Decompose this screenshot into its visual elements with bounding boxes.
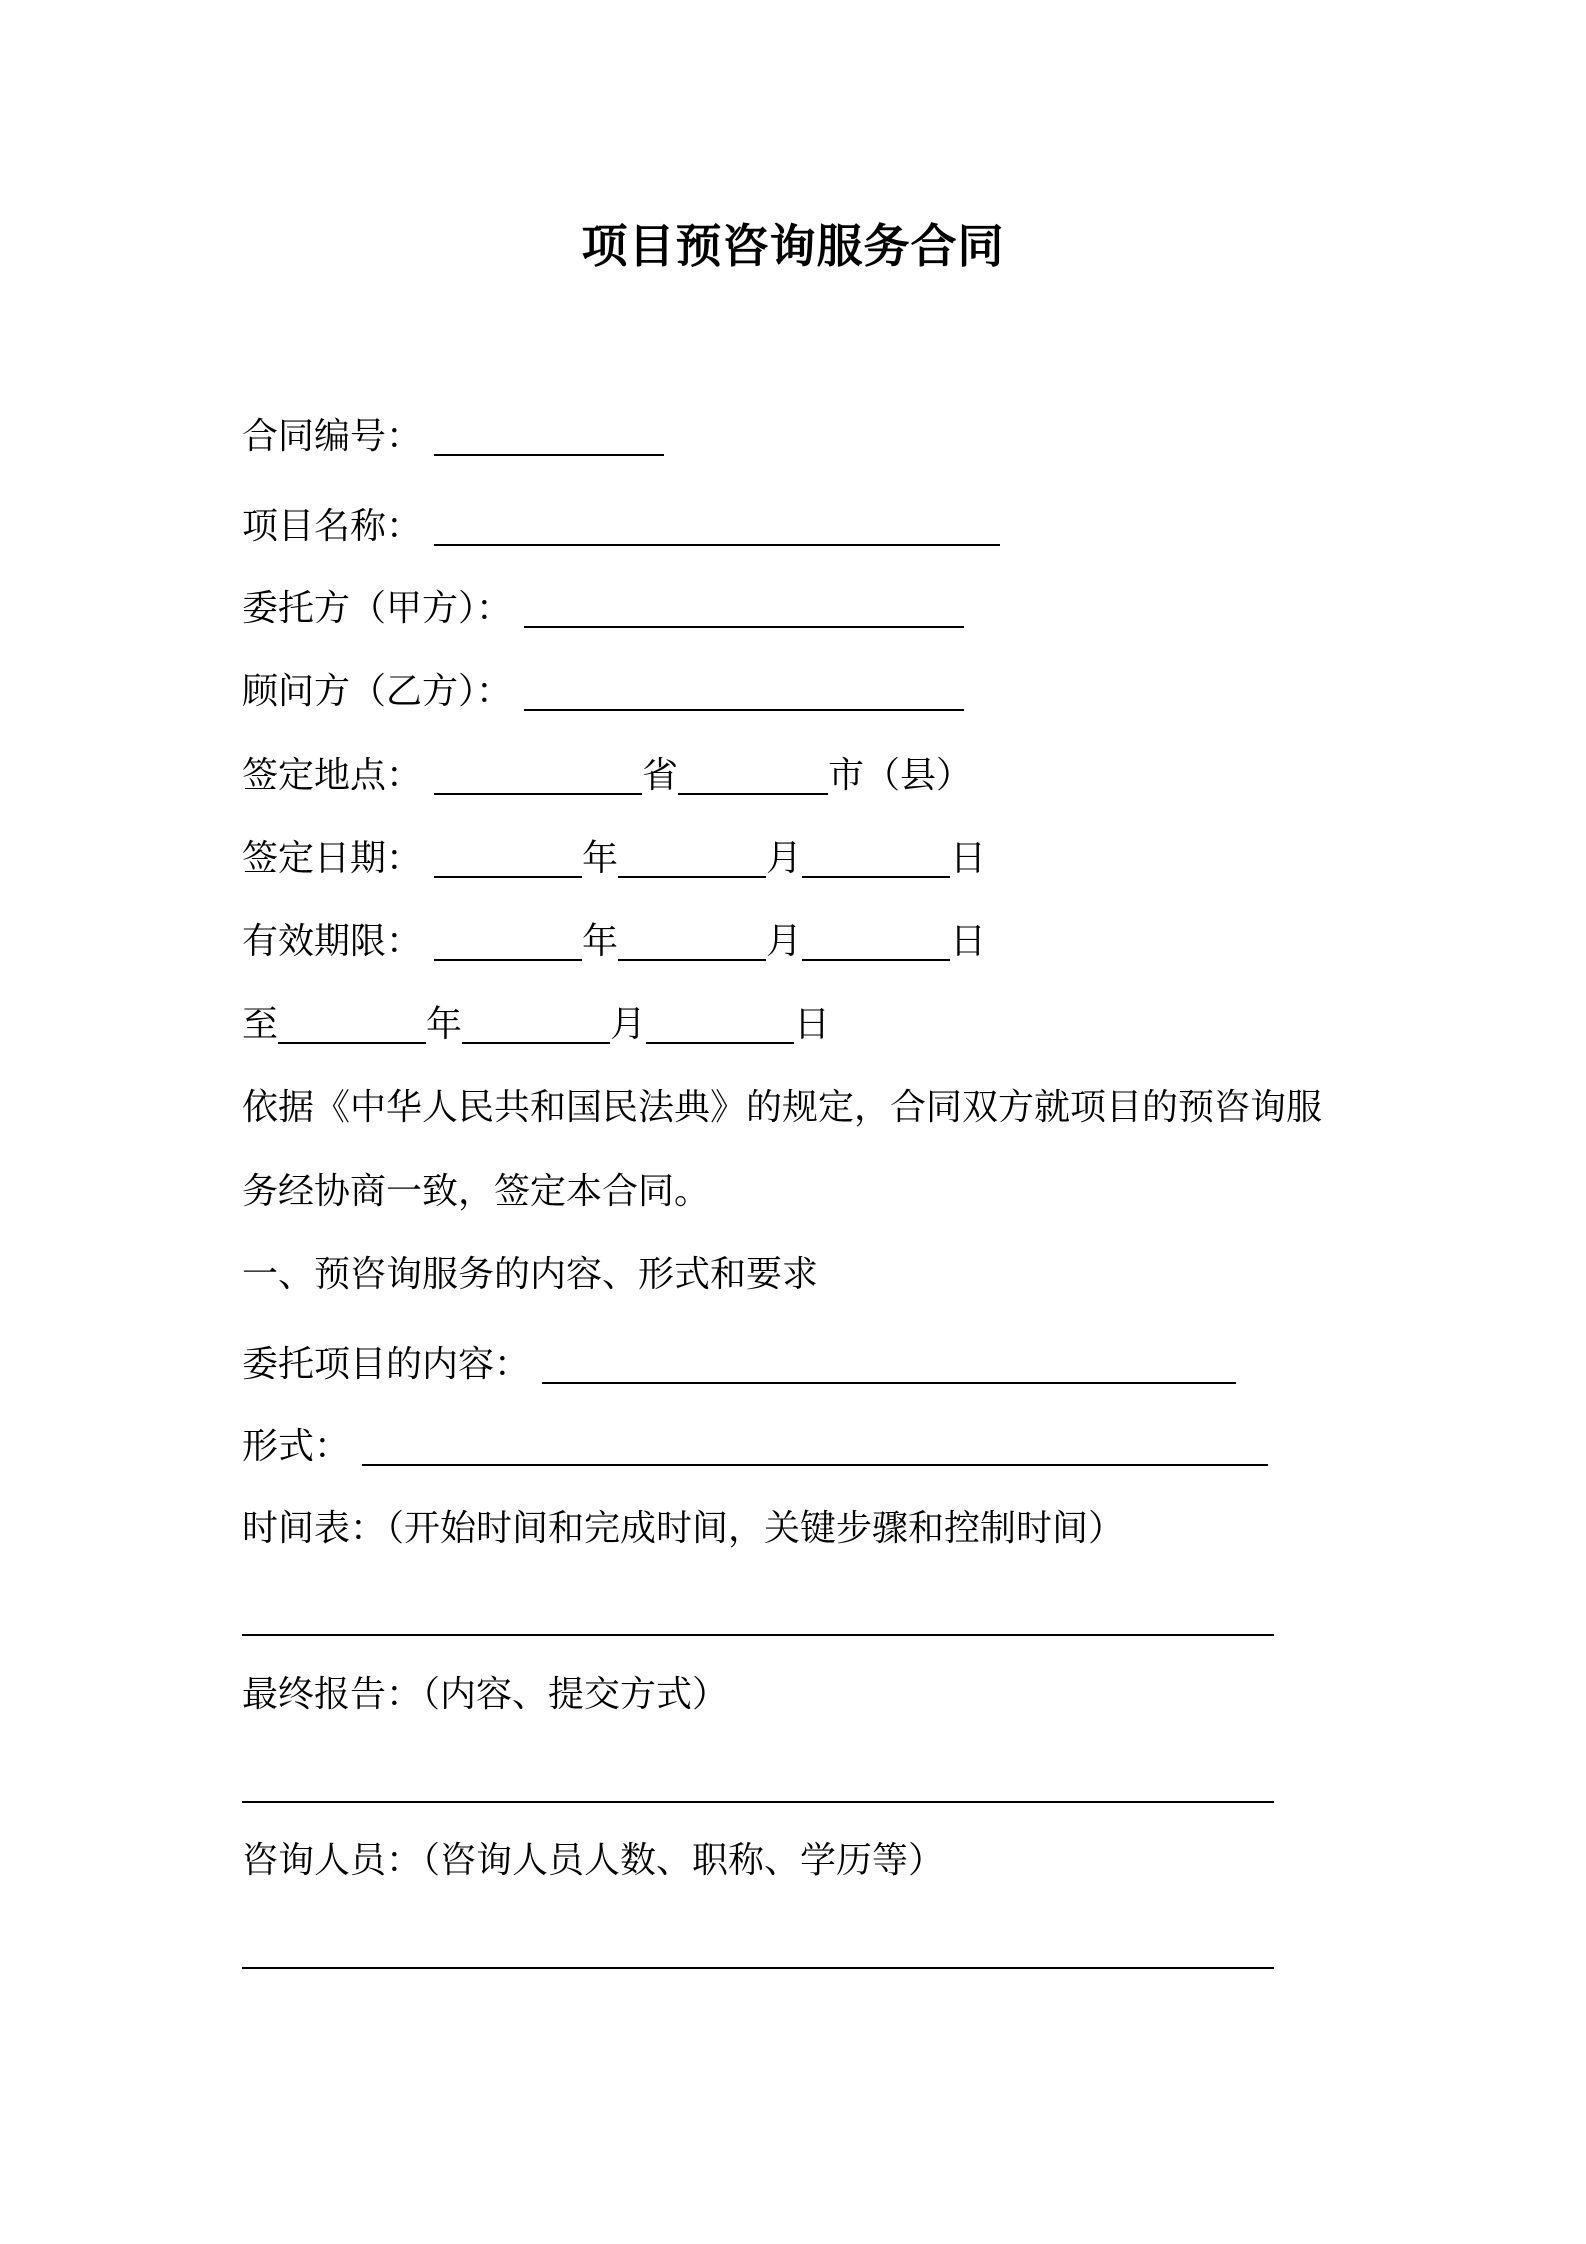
contract-number-field[interactable] (434, 418, 664, 456)
section-1-heading: 一、预咨询服务的内容、形式和要求 (242, 1254, 819, 1295)
form-field[interactable] (362, 1428, 1268, 1466)
valid-period-label: 有效期限： (242, 921, 423, 962)
valid-to-row (242, 1000, 830, 1050)
city-label: 市（县） (828, 755, 973, 796)
document-title: 项目预咨询服务合同 (581, 219, 1005, 273)
day-label: 日 (950, 921, 987, 962)
sign-place-label: 签定地点： (242, 755, 423, 796)
preamble-line-2: 务经协商一致，签定本合同。 (242, 1171, 711, 1212)
year-label: 年 (582, 838, 619, 879)
year-label: 年 (426, 1004, 463, 1045)
report-row (242, 1765, 1274, 1809)
project-name-row (242, 502, 1000, 552)
client-row (242, 584, 964, 634)
consultant-field[interactable] (524, 673, 964, 711)
month-label: 月 (766, 838, 803, 879)
sign-day-field[interactable] (802, 840, 950, 878)
month-label: 月 (766, 921, 803, 962)
schedule-label: 时间表：（开始时间和完成时间，关键步骤和控制时间） (242, 1508, 1125, 1549)
schedule-row (242, 1598, 1274, 1642)
year-label: 年 (582, 921, 619, 962)
valid-to-day-field[interactable] (646, 1006, 794, 1044)
content-label: 委托项目的内容： (242, 1344, 531, 1385)
project-name-label: 项目名称： (242, 506, 423, 547)
report-label: 最终报告：（内容、提交方式） (242, 1674, 729, 1715)
to-label: 至 (242, 1004, 279, 1045)
consultant-row (242, 667, 964, 717)
valid-from-day-field[interactable] (802, 923, 950, 961)
project-name-field[interactable] (434, 508, 1000, 546)
report-field[interactable] (242, 1765, 1274, 1803)
province-field[interactable] (434, 757, 642, 795)
day-label: 日 (950, 838, 987, 879)
staff-row (242, 1931, 1274, 1975)
content-field[interactable] (542, 1346, 1236, 1384)
sign-date-label: 签定日期： (242, 838, 423, 879)
valid-from-year-field[interactable] (434, 923, 582, 961)
staff-field[interactable] (242, 1931, 1274, 1969)
client-field[interactable] (524, 590, 964, 628)
content-row (242, 1340, 1236, 1390)
contract-number-row (242, 412, 664, 462)
month-label: 月 (610, 1004, 647, 1045)
consultant-label: 顾问方（乙方）： (242, 671, 513, 712)
client-label: 委托方（甲方）： (242, 588, 513, 629)
sign-year-field[interactable] (434, 840, 582, 878)
valid-period-row (242, 917, 986, 967)
form-row (242, 1422, 1268, 1472)
schedule-field[interactable] (242, 1598, 1274, 1636)
contract-number-label: 合同编号： (242, 416, 423, 457)
day-label: 日 (794, 1004, 831, 1045)
staff-label: 咨询人员：（咨询人员人数、职称、学历等） (242, 1840, 945, 1881)
city-field[interactable] (678, 757, 828, 795)
preamble-line-1: 依据《中华人民共和国民法典》的规定，合同双方就项目的预咨询服 (242, 1087, 1323, 1128)
valid-to-month-field[interactable] (462, 1006, 610, 1044)
sign-month-field[interactable] (618, 840, 766, 878)
form-label: 形式： (242, 1426, 351, 1467)
province-label: 省 (642, 755, 679, 796)
sign-place-row (242, 751, 972, 801)
valid-to-year-field[interactable] (278, 1006, 426, 1044)
valid-from-month-field[interactable] (618, 923, 766, 961)
sign-date-row (242, 834, 986, 884)
